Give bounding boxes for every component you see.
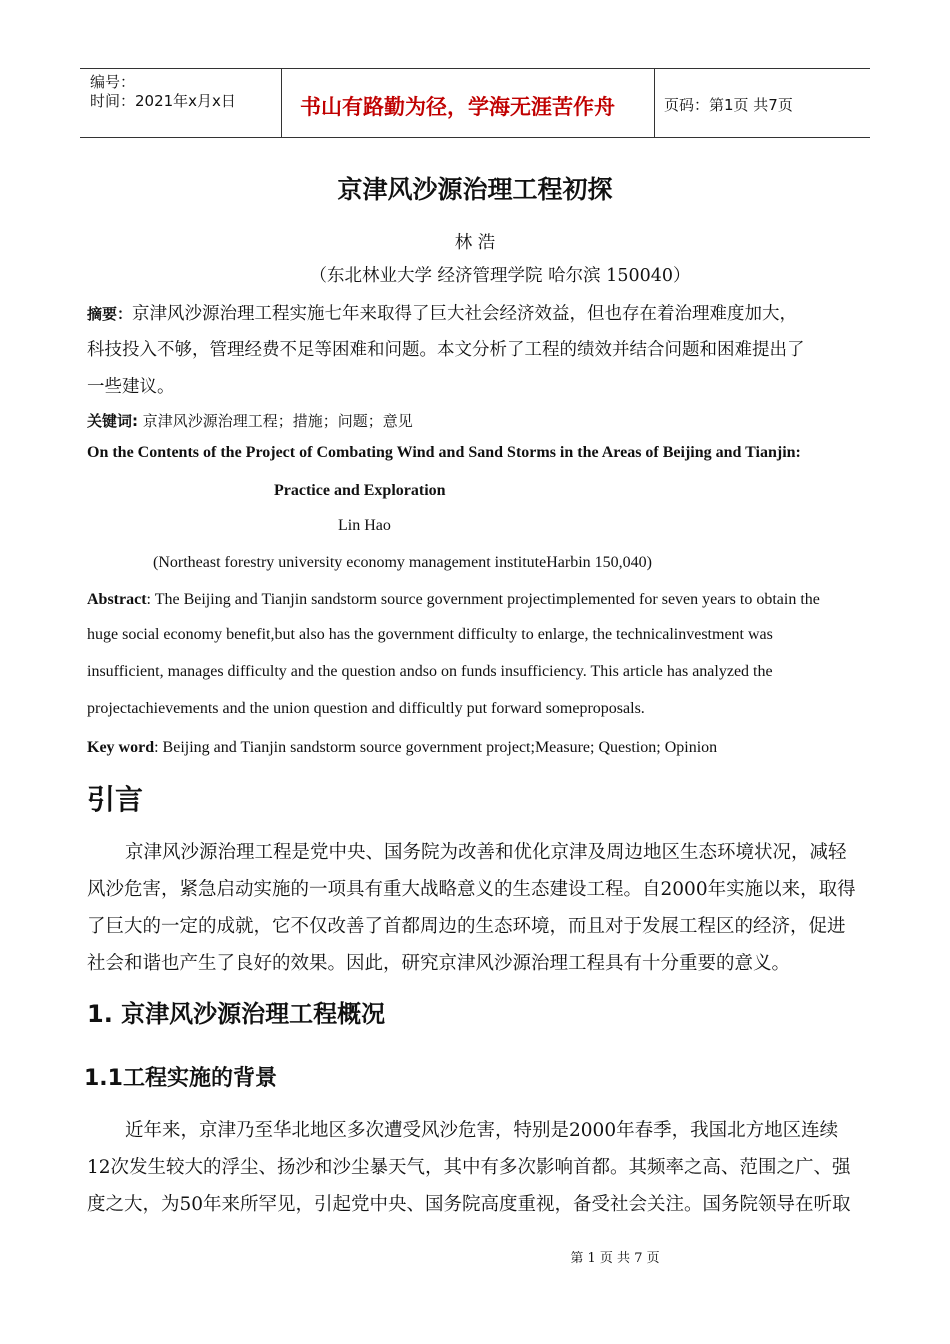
english-keywords-line: [87, 737, 717, 757]
english-title-line-2: Practice and Exploration: [274, 482, 446, 499]
english-abstract-line-2: huge social economy benefit,but also has the government difficulty to enlarge, the technicalinvestment was: [87, 626, 773, 643]
english-affiliation: (Northeast forestry university economy management instituteHarbin 150,040): [153, 554, 652, 571]
section-1-1-line-2: 12次发生较大的浮尘、扬沙和沙尘暴天气，其中有多次影响首都。其频率之高、范围之广、强: [87, 1157, 851, 1178]
paper-author: 林 浩: [454, 233, 496, 253]
section-1-1-line-1: 近年来，京津乃至华北地区多次遭受风沙危害，特别是2000年春季，我国北方地区连续: [125, 1120, 839, 1141]
header-motto: 书山有路勤为径，学海无涯苦作舟: [300, 95, 615, 119]
english-author: Lin Hao: [338, 517, 391, 534]
english-keywords-text: : Beijing and Tianjin sandstorm source government project;Measure; Question; Opinion: [154, 739, 718, 756]
intro-line-2: 风沙危害，紧急启动实施的一项具有重大战略意义的生态建设工程。自2000年实施以来，取得: [87, 879, 856, 900]
section-1-1-heading: 1.1工程实施的背景: [84, 1066, 277, 1091]
intro-line-3: 了巨大的一定的成就，它不仅改善了首都周边的生态环境，而且对于发展工程区的经济，促进: [87, 916, 846, 937]
document-time-label: 时间：2021年x月x日: [90, 92, 236, 110]
english-abstract-line-3: insufficient, manages difficulty and the question andso on funds insufficiency. This article has analyzed the: [87, 663, 773, 680]
keywords-text: 京津风沙源治理工程；措施；问题；意见: [138, 412, 413, 430]
english-abstract-text-1: : The Beijing and Tianjin sandstorm source government projectimplemented for seven years to obtain the: [146, 591, 820, 608]
abstract-line-2: 科技投入不够，管理经费不足等困难和问题。本文分析了工程的绩效并结合问题和困难提出了: [87, 340, 805, 360]
header-divider-left: [281, 69, 282, 137]
section-1-heading: 1. 京津风沙源治理工程概况: [87, 1000, 386, 1028]
abstract-label: 摘要：: [87, 305, 133, 323]
paper-title: 京津风沙源治理工程初探: [337, 175, 613, 204]
section-1-1-line-3: 度之大，为50年来所罕见，引起党中央、国务院高度重视，备受社会关注。国务院领导在听取: [87, 1194, 851, 1215]
page-footer: 第 1 页 共 7 页: [570, 1251, 660, 1266]
abstract-line-1: [87, 300, 797, 325]
header-page-info: 页码：第1页 共7页: [664, 96, 793, 114]
paper-affiliation: （东北林业大学 经济管理学院 哈尔滨 150040）: [309, 266, 691, 286]
intro-line-1: 京津风沙源治理工程是党中央、国务院为改善和优化京津及周边地区生态环境状况，减轻: [125, 842, 847, 863]
intro-heading: 引言: [87, 783, 144, 816]
english-abstract-label: Abstract: [87, 591, 147, 608]
abstract-text-1: 京津风沙源治理工程实施七年来取得了巨大社会经济效益，但也存在着治理难度加大，: [132, 304, 798, 324]
english-abstract-line-1: [87, 589, 820, 609]
intro-line-4: 社会和谐也产生了良好的效果。因此，研究京津风沙源治理工程具有十分重要的意义。: [87, 953, 791, 974]
keywords-label: 关键词:: [87, 412, 138, 430]
english-keywords-label: Key word: [87, 739, 155, 756]
keywords-line: [87, 410, 413, 431]
english-title-line-1: On the Contents of the Project of Combating Wind and Sand Storms in the Areas of Beijing and Tianjin:: [87, 444, 801, 461]
header-divider-right: [654, 69, 655, 137]
abstract-line-3: 一些建议。: [87, 377, 175, 397]
english-abstract-line-4: projectachievements and the union question and difficultly put forward someproposals.: [87, 700, 645, 717]
document-number-label: 编号：: [90, 73, 136, 91]
